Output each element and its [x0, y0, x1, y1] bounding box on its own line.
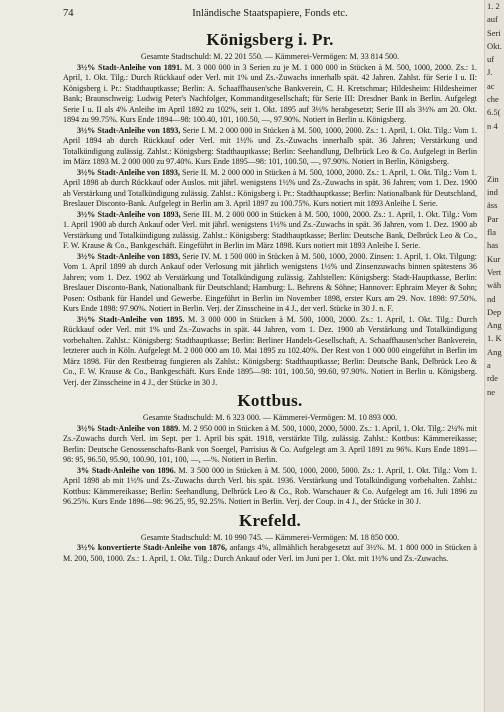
edge-fragment: Kur — [487, 253, 501, 264]
loan-text: anfangs 4%, allmählich herabgesetzt auf 3½%. M. 1 800 000 in Stücken à M. 200, 500, 1000. Zs.: 1. April, 1. Okt. Tilg.: Durch Ankauf oder Verl. im Juni per 1. Okt. mit 1½% und Zs.-Zuwachs. — [63, 543, 477, 563]
edge-fragment: Ang — [487, 346, 502, 357]
edge-fragment: Dep — [487, 306, 502, 317]
loan-entry — [63, 315, 477, 389]
edge-fragment — [485, 558, 504, 571]
edge-fragment — [485, 412, 504, 425]
edge-fragment: uf — [487, 54, 495, 65]
edge-fragment — [485, 399, 504, 412]
edge-fragment: J. — [487, 67, 493, 78]
edge-fragment — [485, 572, 504, 585]
edge-fragment — [485, 492, 504, 505]
edge-fragment: auf — [487, 14, 498, 25]
loan-entry — [63, 543, 477, 564]
section-heading: Königsberg i. Pr. — [206, 30, 334, 49]
loan-text: Serie I. M. 2 000 000 in Stücken à M. 500, 1000, 2000. Zs.: 1. April, 1. Okt. Tilg.: Vom 1. April 1894 ab durch Rückkauf oder Verl. mit 1½% und Zs.-Zuwachs innerhalb spät. 36 Jahren; Verstärkung und Totalkündigung zulässig. Zahlst.: Königsberg: Stadthauptkasse; Berlin: Seehandlung, Delbrück Leo & Co. Aufgelegt in Berlin im März 1893 M. 2 000 000 zu 97.40%. Kurs Ende 1895—98: 101, 100.50, —, 97.90%. Notiert in Berlin, Königsberg. — [63, 125, 477, 166]
edge-fragment — [485, 146, 504, 159]
loan-title: 3% Stadt-Anleihe von 1896. — [77, 465, 176, 475]
header-title: Inländische Staatspapiere, Fonds etc. — [192, 8, 348, 19]
loan-entry — [63, 168, 477, 210]
edge-fragment: ne — [487, 386, 496, 397]
section-summary: Gesamte Stadtschuld: M. 22 201 550. — Kämmerei-Vermögen: M. 33 814 500. — [140, 52, 400, 61]
edge-fragment: Zin — [487, 173, 499, 184]
loan-text: M. 2 950 000 in Stücken à M. 500, 1000, 2000, 5000. Zs.: 1. April, 1. Okt. Tilg.: 2¼% mit Zs.-Zuwachs durch Verl. im Sept. per 1. April bis spät. 1918, verstärkte Tilg. zulässig. Zahlst.: Kottbus: Kämmereikasse; Berlin: Deutsche Genossenschafts-Bank von Soergel, Parrisius & Co. Aufgelegt am 3. April 1891 zu 96%. Kurs Ende 1891—98: 95, 96.50, 95.90, 100.90, 101, 100, —, —%. Notiert in Berlin. — [63, 423, 477, 464]
edge-fragment — [485, 585, 504, 598]
edge-fragment: che — [487, 94, 499, 105]
edge-fragment: Par — [487, 213, 499, 224]
loan-title: 3½% Stadt-Anleihe von 1895. — [77, 314, 185, 324]
edge-fragment: 1. 2 — [487, 1, 500, 11]
loan-title: 3½% Stadt-Anleihe von 1893, — [77, 251, 181, 261]
edge-fragment: ac — [487, 80, 495, 91]
edge-fragment — [485, 612, 504, 625]
section-summary: Gesamte Stadtschuld: M. 10 990 745. — Kämmerei-Vermögen: M. 18 850 000. — [140, 532, 400, 542]
edge-fragment: Okt. — [487, 40, 502, 51]
edge-fragment: nd — [487, 293, 496, 304]
loan-title: 3½% Stadt-Anleihe von 1889. — [77, 423, 181, 433]
loan-text: M. 3 000 000 in Stücken à M. 500, 1000, 2000. Zs.: 1. April, 1. Okt. Tilg.: Durch Rückkauf oder Verl. mit 1% und Zs.-Zuwachs in spät. 44 Jahren, vom 1. Dez. 1900 ab Verstärkung und Totalkündigung vorbehalten. Zahlst.: Königsberg: Stadthauptkasse; Berlin: Berliner Handels-Gesellschaft, A. Schaaffhausen'scher Bankverein, letzterer auch in Köln. Aufgelegt M. 2 000 000 am 10. Mai 1895 zu 102.40%. Der Rest von 1 000 000 eingeführt in Berlin im März 1898. Für den Restbetrag fungieren als Zahlst.: Königsberg: Stadthauptkasse; Berlin: Deutsche Bank, Delbrück Leo & Co., F. W. Krause & Co., Bankgeschäft. Kurs Ende 1895—98: 101, 100.50, 99.60, 97.90%. Notiert in Berlin u. Königsberg. Verj. der Zinsscheine in 4 J., der Stücke in 30 J. — [63, 314, 477, 387]
edge-fragment: fla — [487, 227, 496, 238]
loan-entry — [63, 210, 477, 252]
edge-fragment: 1. K — [487, 333, 502, 344]
loan-text: Serie IV. M. 1 500 000 in Stücken à M. 500, 1000, 2000. Zinsen: 1. April, 1. Okt. Tilgung: Vom 1. April 1899 ab durch Ankauf oder Verlosung mit jährlich wenigstens 1½% und Zinsenzuwachs binnen spätestens 36 Jahren; vom 1. Dez. 1902 ab Verstärkung und Totalkündigung zulässig. Zahlstellen: Königsberg: Stadt-Hauptkasse, Berlin: Breslauer Disconto-Bank, Nationalbank für Deutschland; Hamburg: L. Behrens & Söhne; Hannover: Ephraim Meyer & Sohn; Posen: Ostbank für Handel und Gewerbe. Eingeführt in Berlin im November 1898, erster Kurs am 29. Nov. 1898: 97.50%. Kurs Ende 1898: 97.90%. Notiert in Berlin. Verj. der Zinsscheine in 4 J., der verl. Stücke in 30 J. n. F. — [63, 251, 477, 313]
loan-title: 3½% Stadt-Anleihe von 1893, — [77, 125, 181, 135]
edge-fragment: Seri — [487, 27, 501, 38]
loan-title: 3½% Stadt-Anleihe von 1893, — [77, 167, 180, 177]
edge-fragment — [485, 133, 504, 146]
edge-fragment: 6.5( — [487, 107, 501, 118]
loan-entry — [63, 252, 477, 315]
edge-fragment: äss — [487, 200, 498, 211]
loan-title: 3½% Stadt-Anleihe von 1891. — [77, 62, 183, 72]
loan-text: Serie III. M. 2 000 000 in Stücken à M. 500, 1000, 2000. Zs.: 1. April, 1. Okt. Tilg.: Vom 1. April 1900 ab durch Ankauf oder Verl. mit jährl. wenigstens 1½% und Zs.-Zuwachs in spät. 36 Jahren, vom 1. Dez. 1900 ab Verstärkung und Totalkündigung zulässig. Zahlst.: Königsberg: Stadthauptkasse; Berlin: Deutsche Bank, Delbrück Leo & Co., F. W. Krause & Co., Bankgeschäft. Eingeführt in Berlin im März 1898. Kurs notiert mit 1893 Anleihe I. Serie. — [63, 209, 477, 250]
loan-title: 3½% konvertierte Stadt-Anleihe von 1876, — [77, 543, 228, 552]
edge-fragment — [485, 505, 504, 518]
loan-entry — [63, 424, 477, 466]
edge-fragment: wäh — [487, 280, 502, 291]
loan-entry — [63, 466, 477, 508]
loan-entry — [63, 126, 477, 168]
section-summary: Gesamte Stadtschuld: M. 6 323 000. — Kämmerei-Vermögen: M. 10 893 000. — [142, 413, 398, 422]
document-body — [63, 27, 477, 564]
edge-fragment — [485, 465, 504, 478]
loan-text: M. 3 500 000 in Stücken à M. 500, 1000, 2000, 5000. Zs.: 1. April, 1. Okt. Tilg.: Vom 1. April 1898 ab mit 1½% und Zs.-Zuwachs durch Verl. bis spät. 1936. Verstärkung und Totalkündigung vorbehalten. Zahlst.: Kottbus: Kämmereikasse; Berlin: Seehandlung, Delbrück Leo & Co., Rob. Warschauer & Co. Aufgelegt am 16. Juli 1896 zu 96.25%. Kurs Ende 1896—98: 96.25, 95, 92.25%. Notiert in Berlin. Verj. der Coup. in 4 J., der Stücke in 30 J. — [63, 465, 477, 506]
running-header — [63, 8, 477, 22]
edge-fragment — [485, 598, 504, 611]
edge-fragment: Ang — [487, 320, 502, 331]
edge-fragment — [485, 439, 504, 452]
section-heading: Kottbus. — [237, 391, 303, 410]
edge-fragment: Vert — [487, 266, 502, 277]
adjacent-page-edge — [484, 0, 504, 712]
edge-fragment: ind — [487, 187, 498, 198]
loan-text: Serie II. M. 2 000 000 in Stücken à M. 500, 1000, 2000. Zs.: 1. April, 1. Okt. Tilg.: Vom 1. April 1898 ab durch Rückkauf oder Auslos. mit jährl. wenigstens 1½% und Zs.-Zuwachs in spät. 36 Jahren; vom 1. Dez. 1900 ab Verstärkung und Totalkündigung zulässig. Zahlst.: Königsberg i. Pr.: Stadthauptkasse; Berlin: Nationalbank für Deutschland, Breslauer Disconto-Bank. Aufgelegt in Berlin am 3. April 1897 zu 100.75%. Kurs notiert mit 1893 Anleihe I. Serie. — [63, 167, 477, 208]
edge-fragment — [485, 519, 504, 532]
edge-fragment — [485, 426, 504, 439]
edge-fragment: a — [487, 360, 491, 371]
loan-entry — [63, 63, 477, 126]
edge-fragment: rde — [487, 373, 498, 384]
edge-fragment: has — [487, 240, 499, 251]
section-heading: Krefeld. — [238, 510, 302, 530]
loan-text: M. 3 000 000 in 3 Serien zu je M. 1 000 000 in Stücken à M. 500, 1000, 2000. Zs.: 1. April, 1. Okt. Tilg.: Durch Rückkauf oder Verl. mit 1% und Zs.-Zuwachs innerhalb spät. 42 Jahren. Zahlst. für Serie I u. II: Königsberg i. Pr.: Stadthauptkasse; Berlin: A. Schaaffhausen'sche Bankverein, C. H. Kretschmar; Hildesheim: Hildesheimer Bank; Braunschweig: Ludwig Peter's Nachfolger, Kommanditgesellschaft; für Serie III: Dresdner Bank in Berlin. Aufgelegt Serie I u. II als 4% Anleihe im April 1892 zu 102%, seit 1. Okt. 1895 auf 3½% herabgesetzt; Serie III als 3½% am 20. Okt. 1894 zu 99.75%. Kurs Ende 1894—98: 100.40, 101, 100.50, —, 97.90%. Notiert in Berlin u. Königsberg. — [63, 62, 477, 124]
edge-fragment — [485, 532, 504, 545]
edge-fragment — [485, 452, 504, 465]
edge-fragment — [485, 545, 504, 558]
edge-fragment — [485, 479, 504, 492]
edge-fragment — [485, 638, 504, 651]
loan-title: 3½% Stadt-Anleihe von 1893, — [77, 209, 181, 219]
edge-fragment — [485, 160, 504, 173]
edge-fragment: n 4 — [487, 120, 498, 131]
page-number: 74 — [63, 8, 74, 19]
edge-fragment — [485, 625, 504, 638]
